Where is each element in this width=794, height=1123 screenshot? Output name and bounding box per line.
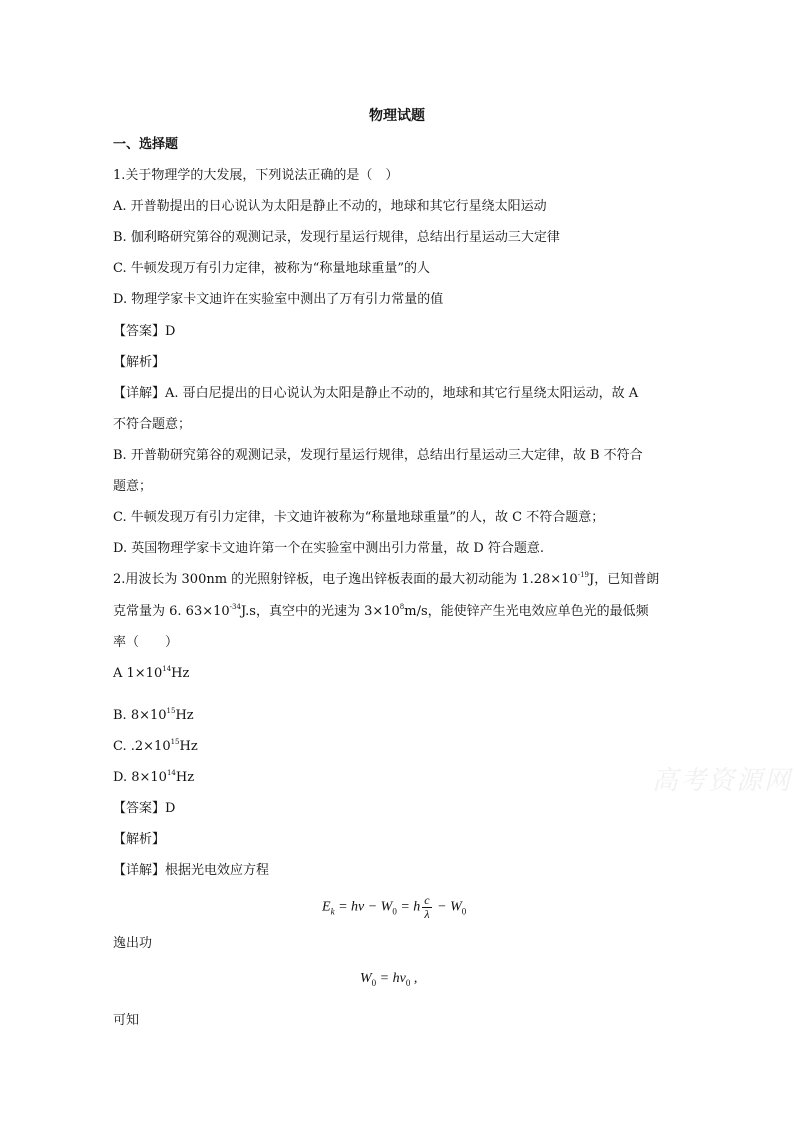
q2-stem-line2: 克常量为 6. $63\times 10^{-34}J.s$，真空中的光速为 $3\times 10^8m/s$，能使锌产生光电效应单色光的最低频: [113, 603, 649, 619]
q1-option-b: B. 伽利略研究第谷的观测记录，发现行星运行规律，总结出行星运动三大定律: [113, 230, 560, 245]
photoelectric-equation: $E_k = h\nu - W_0 = h$ $\frac{c}{\lambda}$ − $W_0$: [322, 893, 467, 921]
watermark: 高考资源网: [652, 766, 793, 796]
q1-detail-a-line1: 【详解】A. 哥白尼提出的日心说认为太阳是静止不动的，地球和其它行星绕太阳运动，故 A: [113, 386, 639, 401]
q2-stem-line3: 率（ ）: [113, 635, 179, 650]
q2-option-c: C. $.2\times 10^{15}Hz$: [113, 738, 198, 754]
page-title: 物理试题: [369, 108, 425, 124]
work-function-equation: $W_0 = h\nu_0$ ,: [360, 971, 418, 988]
q2-stem-line1: 2.用波长为 300nm 的光照射锌板，电子逸出锌板表面的最大初动能为 $1.28\times 10^{-19}J$，已知普朗: [113, 571, 660, 587]
work-function-label: 逸出功: [113, 936, 153, 951]
fraction-c-over-lambda: $\frac{c}{\lambda}$: [424, 893, 430, 921]
q1-answer: 【答案】D: [113, 324, 176, 339]
q1-detail-b-line1: B. 开普勒研究第谷的观测记录，发现行星运行规律，总结出行星运动三大定律，故 B 不符合: [113, 448, 643, 463]
q2-option-a: A $1\times 10^{14}Hz$: [113, 665, 190, 681]
q1-detail-c: C. 牛顿发现万有引力定律，卡文迪许被称为“称量地球重量”的人，故 C 不符合题意；: [113, 510, 605, 525]
q1-option-c: C. 牛顿发现万有引力定律，被称为“称量地球重量”的人: [113, 261, 431, 276]
q1-detail-d: D. 英国物理学家卡文迪许第一个在实验室中测出引力常量，故 D 符合题意.: [113, 541, 545, 556]
q1-option-a: A. 开普勒提出的日心说认为太阳是静止不动的，地球和其它行星绕太阳运动: [113, 199, 547, 214]
known-label: 可知: [113, 1013, 140, 1028]
q1-detail-b-line2: 题意；: [113, 479, 153, 494]
q1-detail-a-line2: 不符合题意；: [113, 417, 192, 432]
q2-answer: 【答案】D: [113, 801, 176, 816]
q2-detail-intro: 【详解】根据光电效应方程: [113, 863, 270, 878]
q1-analysis: 【解析】: [113, 355, 166, 370]
q1-stem: 1.关于物理学的大发展，下列说法正确的是（ ）: [113, 168, 399, 183]
q2-option-d: D. $8\times 10^{14}Hz$: [113, 769, 195, 785]
q2-analysis: 【解析】: [113, 832, 166, 847]
section-heading: 一、选择题: [113, 137, 179, 152]
q2-option-b: B. $8\times 10^{15}Hz$: [113, 707, 194, 723]
q1-option-d: D. 物理学家卡文迪许在实验室中测出了万有引力常量的值: [113, 292, 444, 307]
